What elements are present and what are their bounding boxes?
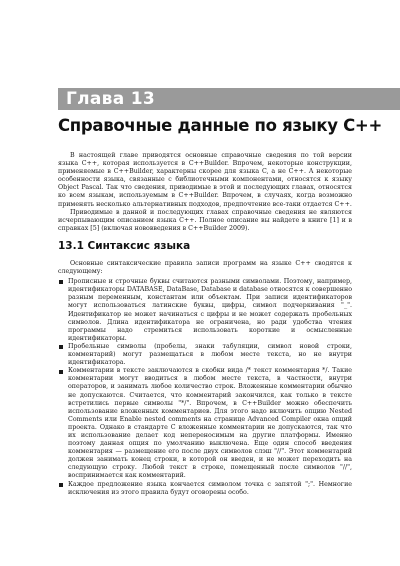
bullet-icon [59,345,63,349]
bullet-icon [59,370,63,374]
bullet-icon [59,280,63,284]
list-item [58,278,352,343]
list-item [58,481,352,497]
chapter-title: Справочные данные по языку C++ [58,116,382,135]
chapter-label: Глава 13 [66,89,155,109]
list-item [58,343,352,367]
section-title: 13.1 Синтаксис языка [58,240,191,252]
intro-paragraph: В настоящей главе приводятся основные справочные сведения по той версии языка C++, которая используется в C++Builder. Впрочем, некоторые конструкции, применяемые в C++Builder, характерны скорее для языка C, а не C++. А некоторые особенности языка, связанные с библиотечными компонентами, относятся к языку Object Pascal. Так что сведения, приводимые в этой и последующих главах, относятся ко всем языкам, используемым в C++Builder. Впрочем, в случаях, когда возможно применять несколько альтернативных подходов, предпочтение все-таки отдается C++. [58,152,352,208]
intro-text [58,152,352,233]
section-lead: Основные синтаксические правила записи программ на языке C++ сводятся к следующему: [58,260,352,276]
list-item-text: Комментарии в тексте заключаются в скобки вида /* текст комментария */. Такие комментарии могут вводиться в любом месте текста, в частности, внутри операторов, и занимать любое количество строк. Вложенные комментарии обычно не допускаются. Считается, что комментарий закончился, как только в тексте встретились первые символы "*/". Впрочем, в C++Builder можно обеспечить использование вложенных комментариев. Для этого надо включить опцию Nested Comments или Enable nested comments на странице Advanced Compiler окна опций проекта. Однако в стандарте C вложенные комментарии не допускаются, так что их использование делает код непереносимым на другие платформы. Именно поэтому данная опция по умолчанию выключена. Еще один способ введения комментария — размещение его после двух символов слэш "//". Этот комментарий должен занимать конец строки, в которой он введен, и не может переходить на следующую строку. Любой текст в строке, помещенный после символов "//", воспринимается как комментарий. [68,367,352,480]
list-item [58,367,352,480]
list-item-text: Каждое предложение языка кончается символом точка с запятой ";". Немногие исключения из этого правила будут оговорены особо. [68,480,352,496]
intro-paragraph: Приводимые в данной и последующих главах справочные сведения не являются исчерпывающим описанием языка C++. Полное описание вы найдете в книге [1] и в справках [5] (включая нововведения в C++Builder 2009). [58,208,352,232]
section-body [58,260,352,497]
list-item-text: Пробельные символы (пробелы, знаки табуляции, символ новой строки, комментарий) могут размещаться в любом месте текста, но не внутри идентификатора. [68,342,352,367]
list-item-text: Прописные и строчные буквы считаются разными символами. Поэтому, например, идентификаторы DATABASE, DataBase, Database и database относятся к совершенно разным переменным, константам или объектам. При записи идентификаторов могут использоваться латинские буквы, цифры, символ подчеркивания "_". Идентификатор не может начинаться с цифры и не может содержать пробельных символов. Длина идентификатора не ограничена, но ради удобства чтения программы надо стремиться использовать короткие и осмысленные идентификаторы. [68,278,352,342]
bullet-icon [59,483,63,487]
rules-list [58,278,352,497]
